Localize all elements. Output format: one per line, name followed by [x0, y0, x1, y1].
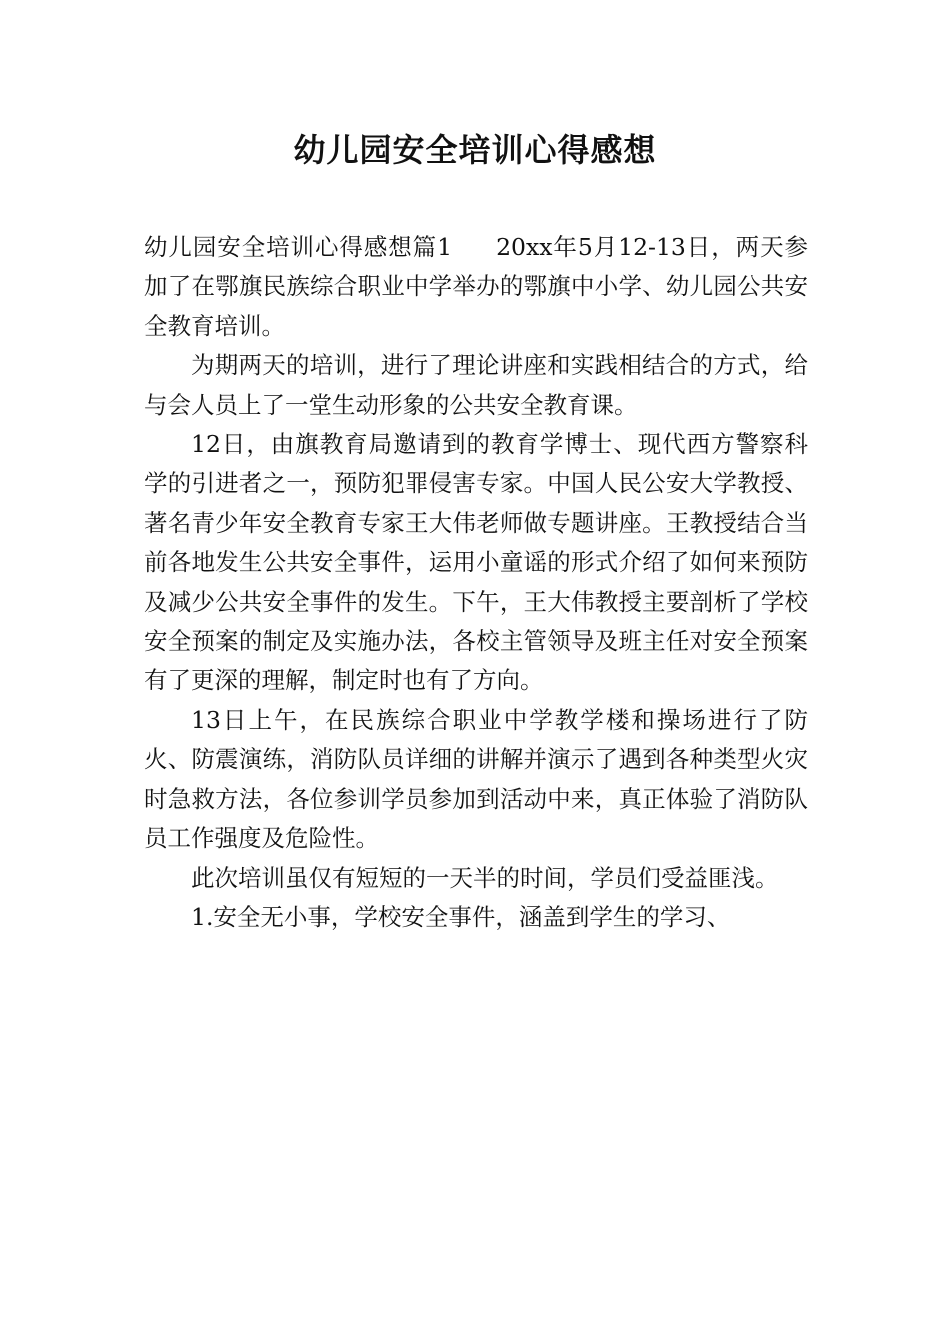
paragraph-text: 20xx年5月12-13日，两天参加了在鄂旗民族综合职业中学举办的鄂旗中小学、幼儿园公共安全教育培训。	[144, 233, 808, 340]
paragraph-intro	[144, 228, 808, 346]
paragraph: 13日上午，在民族综合职业中学教学楼和操场进行了防火、防震演练，消防队员详细的讲解并演示了遇到各种类型火灾时急救方法，各位参训学员参加到活动中来，真正体验了消防队员工作强度及危险性。	[144, 705, 808, 853]
paragraph: 1.安全无小事，学校安全事件，涵盖到学生的学习、	[191, 902, 731, 931]
document-body	[144, 228, 808, 937]
paragraph: 12日，由旗教育局邀请到的教育学博士、现代西方警察科学的引进者之一，预防犯罪侵害专家。中国人民公安大学教授、著名青少年安全教育专家王大伟老师做专题讲座。王教授结合当前各地发生公共安全事件，运用小童谣的形式介绍了如何来预防及减少公共安全事件的发生。下午，王大伟教授主要剖析了学校安全预案的制定及实施办法，各校主管领导及班主任对安全预案有了更深的理解，制定时也有了方向。	[144, 430, 808, 695]
document-title: 幼儿园安全培训心得感想	[293, 131, 657, 169]
paragraph: 为期两天的培训，进行了理论讲座和实践相结合的方式，给与会人员上了一堂生动形象的公共安全教育课。	[144, 351, 808, 419]
paragraph: 此次培训虽仅有短短的一天半的时间，学员们受益匪浅。	[191, 863, 779, 892]
section-heading: 幼儿园安全培训心得感想篇1	[144, 233, 453, 261]
